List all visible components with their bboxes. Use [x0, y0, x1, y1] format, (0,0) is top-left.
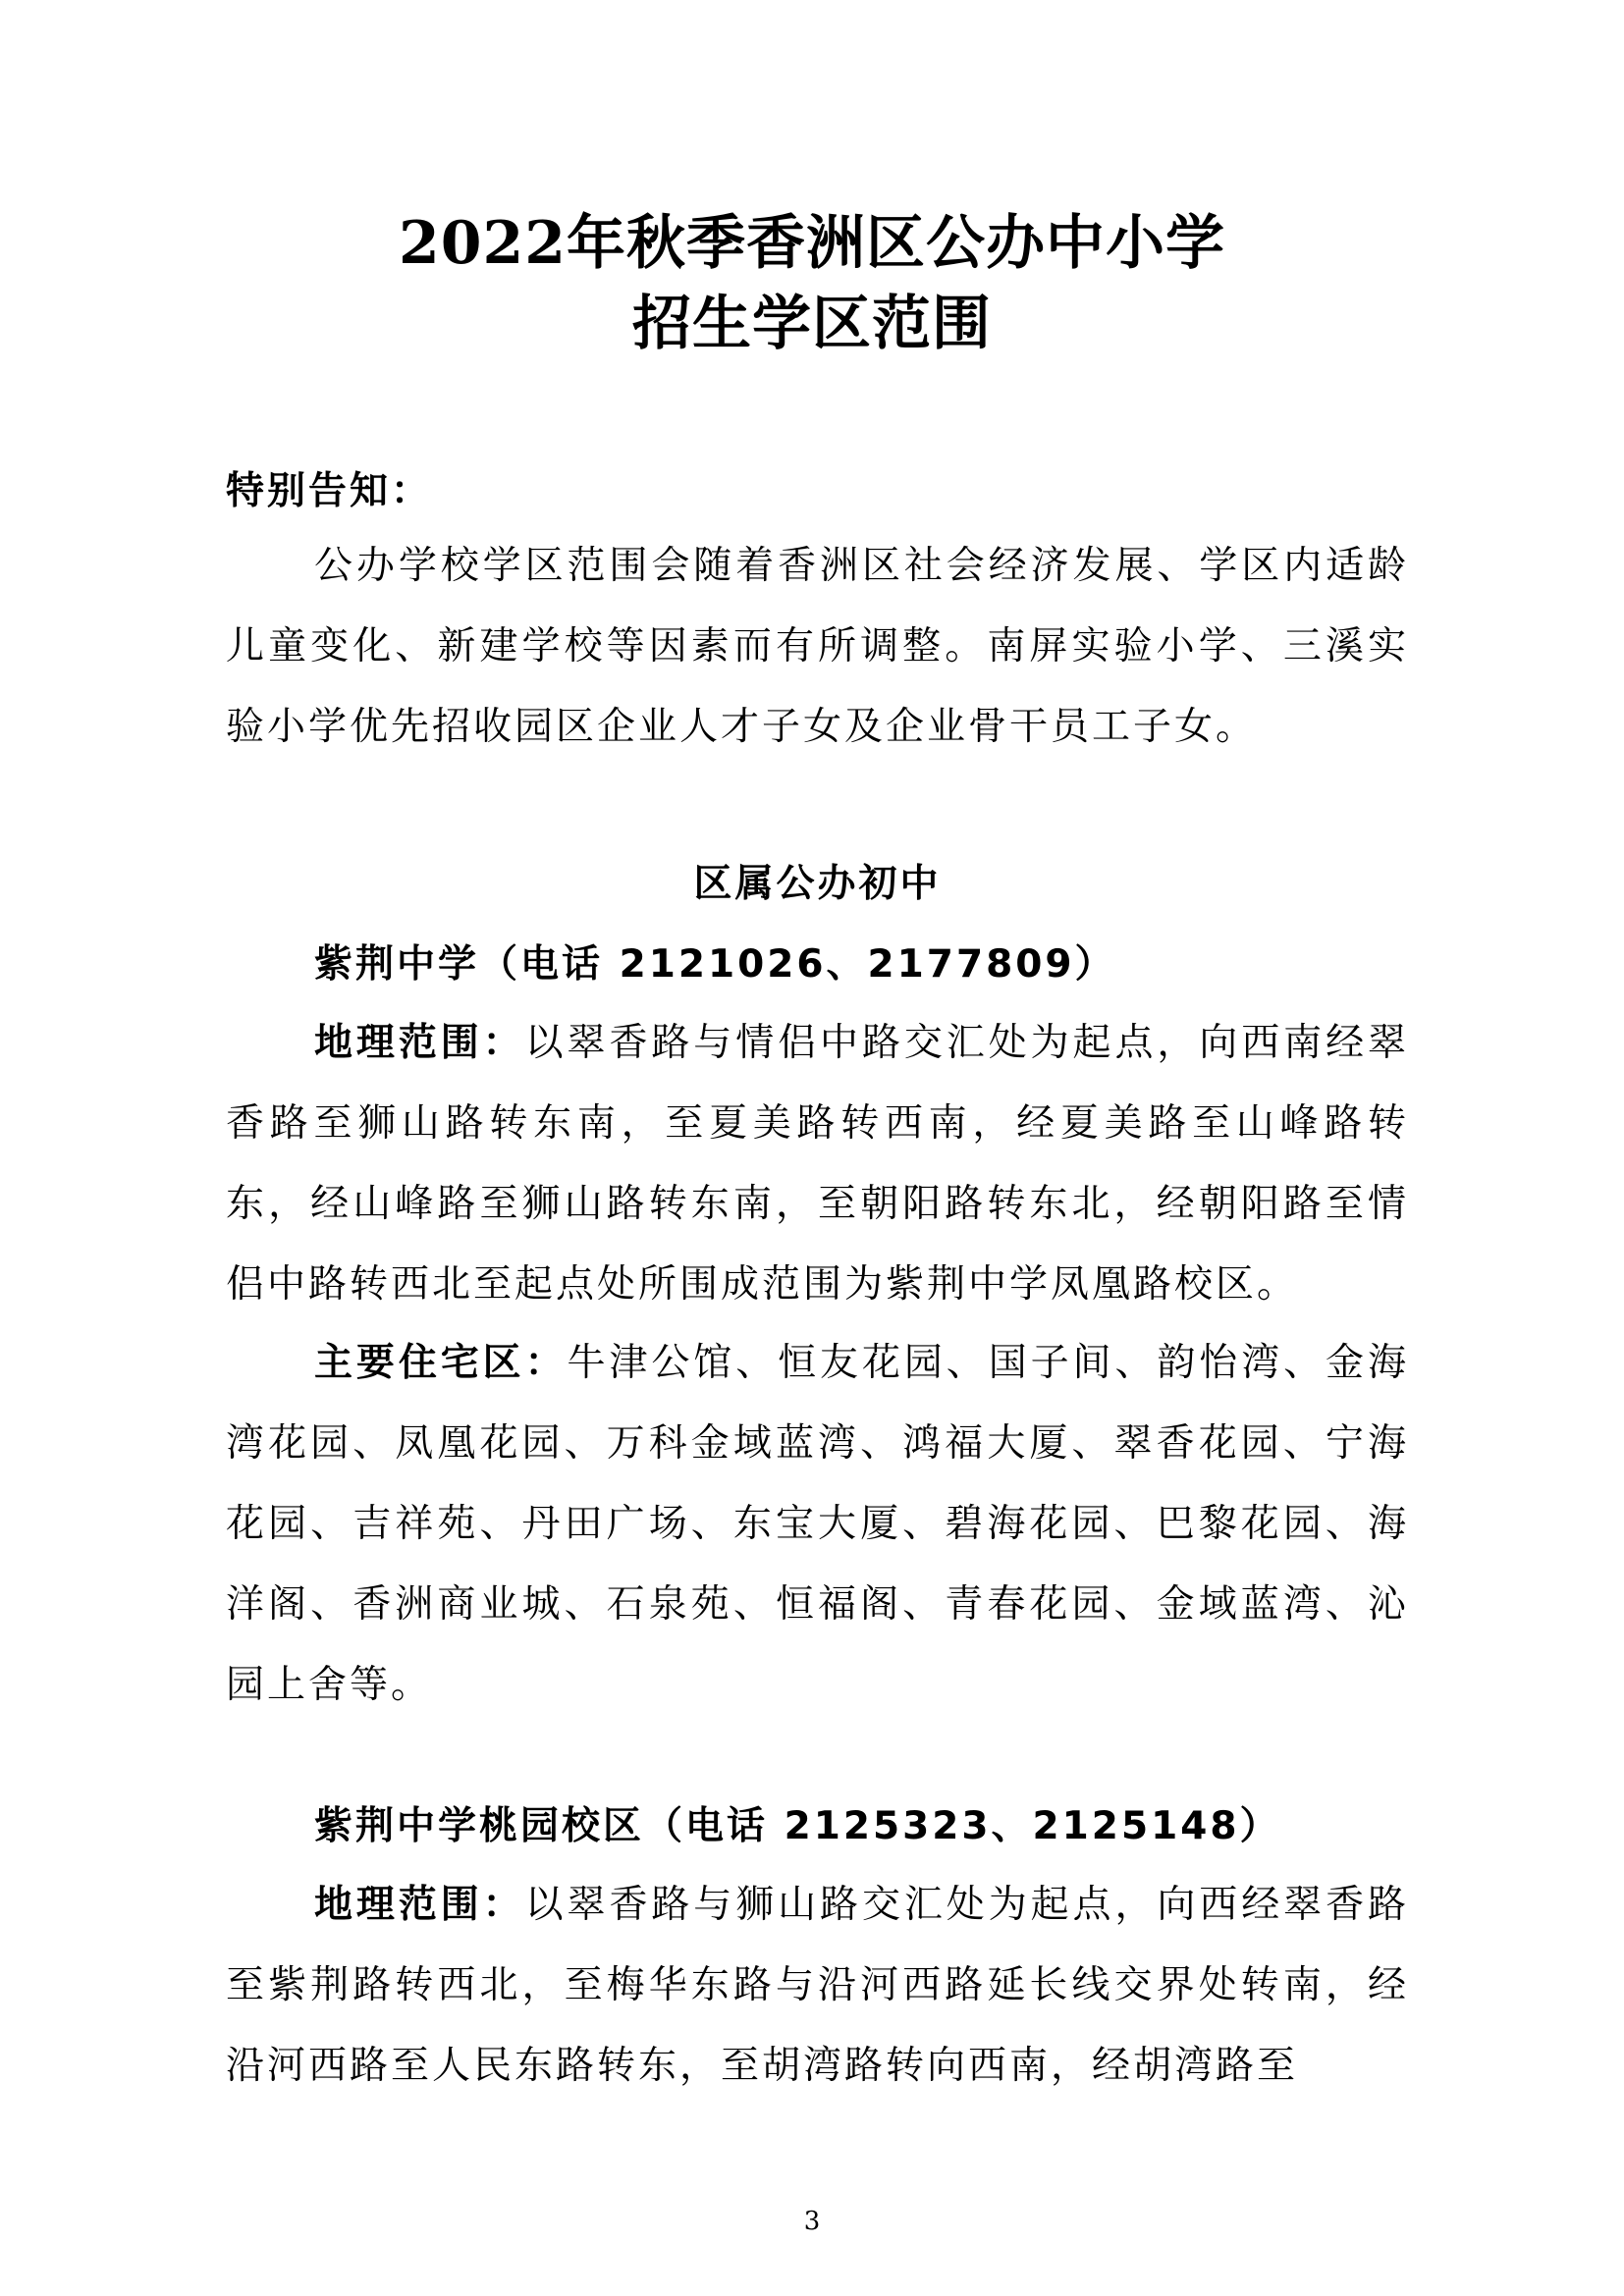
document-title-line1: 2022年秋季香洲区公办中小学: [399, 209, 1225, 278]
page-number: 3: [803, 2207, 821, 2236]
document-title-line2: 招生学区范围: [632, 290, 992, 358]
geo-range-paragraph: [226, 1003, 1409, 1325]
notice-paragraph: 公办学校学区范围会随着香洲区社会经济发展、学区内适龄儿童变化、新建学校等因素而有所调整。南屏实验小学、三溪实验小学优先招收园区企业人才子女及企业骨干员工子女。: [226, 544, 1409, 749]
geo-range-text: 以翠香路与狮山路交汇处为起点，向西经翠香路至紫荆路转西北，至梅华东路与沿河西路延长线交界处转南，经沿河西路至人民东路转东，至胡湾路转向西南，经胡湾路至: [226, 1883, 1409, 2088]
residential-label: 主要住宅区：: [314, 1341, 568, 1385]
residential-paragraph: [226, 1323, 1409, 1726]
school-title: 紫荆中学桃园校区（电话 2125323、2125148）: [314, 1804, 1281, 1848]
school-title: 紫荆中学（电话 2121026、2177809）: [314, 942, 1116, 987]
residential-text: 牛津公馆、恒友花园、国子间、韵怡湾、金海湾花园、凤凰花园、万科金域蓝湾、鸿福大厦、翠香花园、宁海花园、吉祥苑、丹田广场、东宝大厦、碧海花园、巴黎花园、海洋阁、香洲商业城、石泉苑、恒福阁、青春花园、金域蓝湾、沁园上舍等。: [226, 1341, 1409, 1707]
geo-range-paragraph: [226, 1865, 1409, 2107]
geo-range-label: 地理范围：: [314, 1883, 525, 1927]
notice-label: 特别告知：: [226, 469, 433, 513]
section-title: 区属公办初中: [693, 862, 942, 906]
geo-range-label: 地理范围：: [314, 1021, 525, 1065]
geo-range-text: 以翠香路与情侣中路交汇处为起点，向西南经翠香路至狮山路转东南，至夏美路转西南，经夏美路至山峰路转东，经山峰路至狮山路转东南，至朝阳路转东北，经朝阳路至情侣中路转西北至起点处所围成范围为紫荆中学凤凰路校区。: [226, 1021, 1409, 1307]
